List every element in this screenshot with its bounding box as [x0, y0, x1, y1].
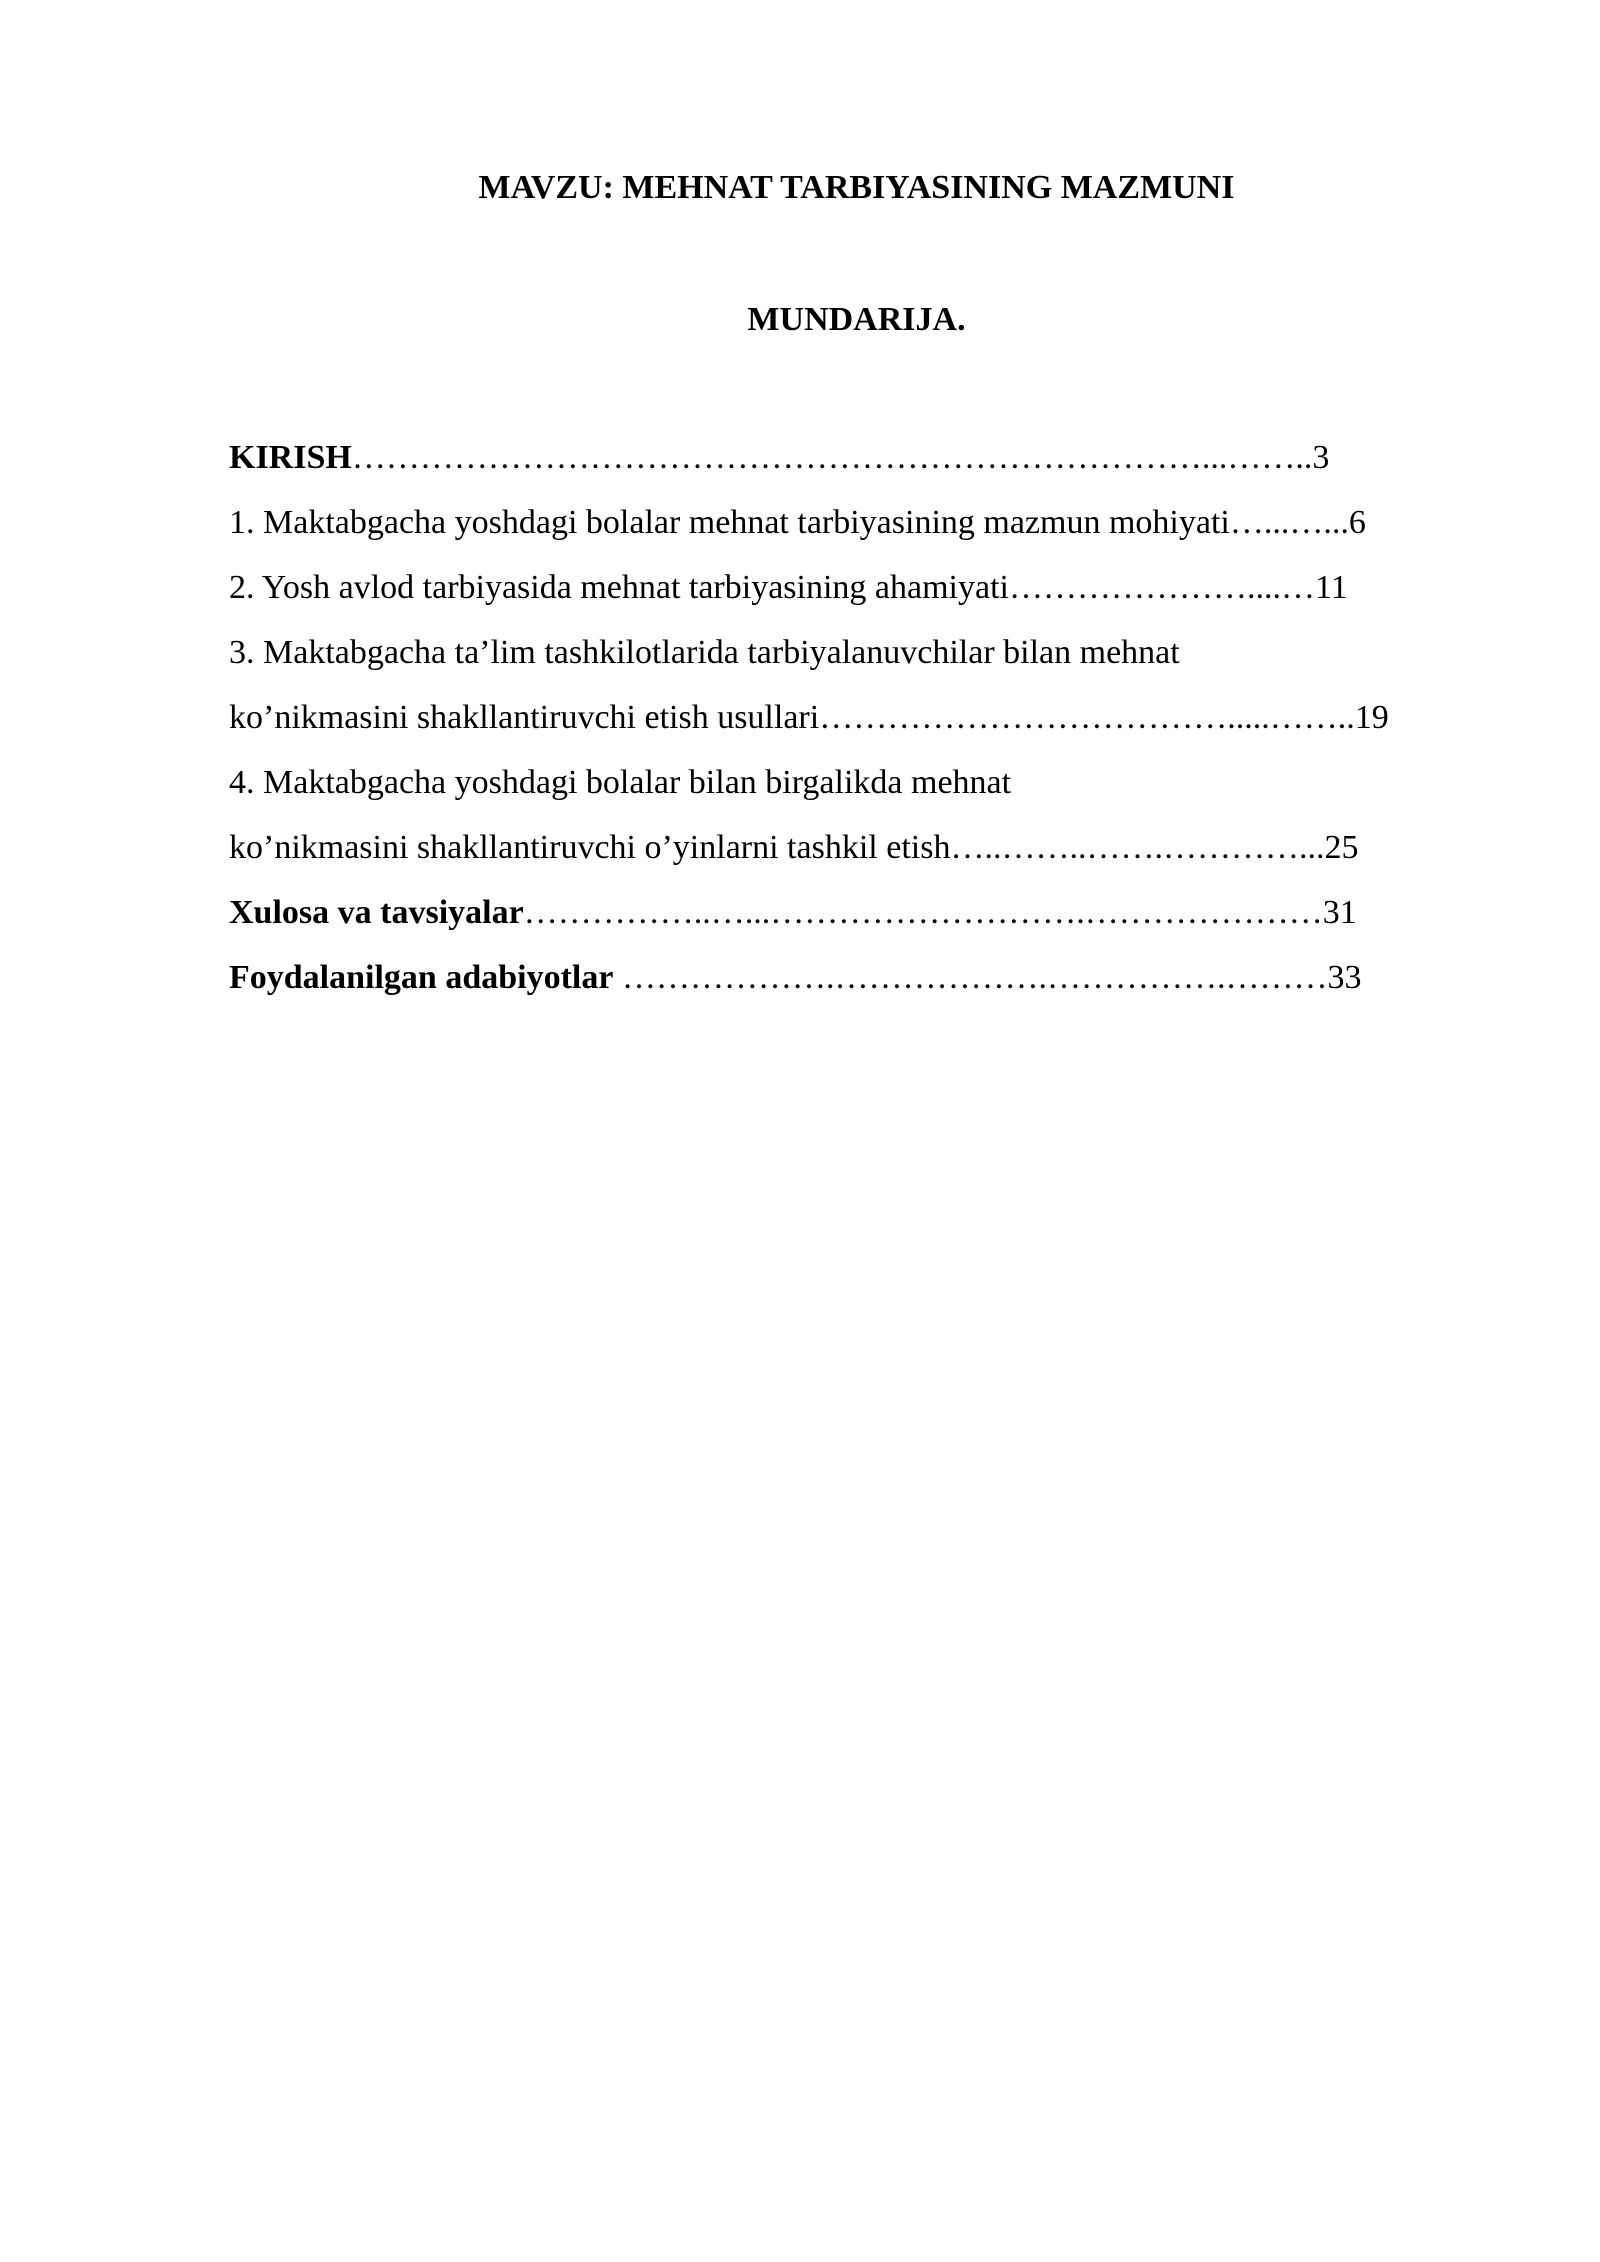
toc-entry-label: 4. Maktabgacha yoshdagi bolalar bilan birgalikda mehnat	[229, 764, 1012, 801]
toc-entry-label: 3. Maktabgacha ta’lim tashkilotlarida tarbiyalanuvchilar bilan mehnat	[229, 634, 1180, 671]
toc-entry-page: 31	[1322, 894, 1357, 931]
toc-entry-page: 11	[1314, 569, 1348, 606]
toc-entry-leader: ……………………………….....……..	[819, 699, 1355, 736]
toc-entry-label: 1. Maktabgacha yoshdagi bolalar mehnat tarbiyasining mazmun mohiyati	[229, 504, 1230, 541]
toc-entry-leader: …………………....…	[1008, 569, 1315, 606]
toc-entry-3-line-2	[229, 685, 1484, 750]
table-of-contents-heading: MUNDARIJA.	[747, 301, 966, 338]
table-of-contents	[229, 425, 1484, 1010]
toc-entry-3-line-1	[229, 620, 1484, 685]
toc-entry-page: 33	[1327, 959, 1362, 996]
toc-entry-page: 6	[1348, 504, 1366, 541]
toc-entry-xulosa	[229, 880, 1484, 945]
toc-entry-leader: …...…...	[1229, 504, 1349, 541]
toc-entry-label: KIRISH	[229, 439, 352, 476]
toc-entry-label: 2. Yosh avlod tarbiyasida mehnat tarbiyasining ahamiyati	[229, 569, 1009, 606]
toc-entry-leader: …..……..…….…………...	[950, 829, 1325, 866]
toc-entry-kirish	[229, 425, 1484, 490]
toc-entry-label: ko’nikmasini shakllantiruvchi etish usullari	[229, 699, 820, 736]
document-title: MAVZU: MEHNAT TARBIYASINING MAZMUNI	[478, 169, 1235, 206]
toc-entry-page: 19	[1354, 699, 1389, 736]
toc-entry-leader: ……………….……………….…………….………	[613, 959, 1328, 996]
toc-entry-leader: …………………………………………………………………...……..	[351, 439, 1313, 476]
toc-entry-label: Xulosa va tavsiyalar	[229, 894, 524, 931]
toc-entry-leader: ……………..…...……………………….…………………	[523, 894, 1323, 931]
toc-entry-4-line-1	[229, 750, 1484, 815]
toc-entry-label: ko’nikmasini shakllantiruvchi o’yinlarni tashkil etish	[229, 829, 951, 866]
toc-entry-2	[229, 555, 1484, 620]
toc-entry-adabiyotlar	[229, 945, 1484, 1010]
toc-entry-page: 3	[1312, 439, 1330, 476]
toc-entry-label: Foydalanilgan adabiyotlar	[229, 959, 614, 996]
toc-entry-page: 25	[1324, 829, 1359, 866]
toc-entry-4-line-2	[229, 815, 1484, 880]
toc-entry-1	[229, 490, 1484, 555]
